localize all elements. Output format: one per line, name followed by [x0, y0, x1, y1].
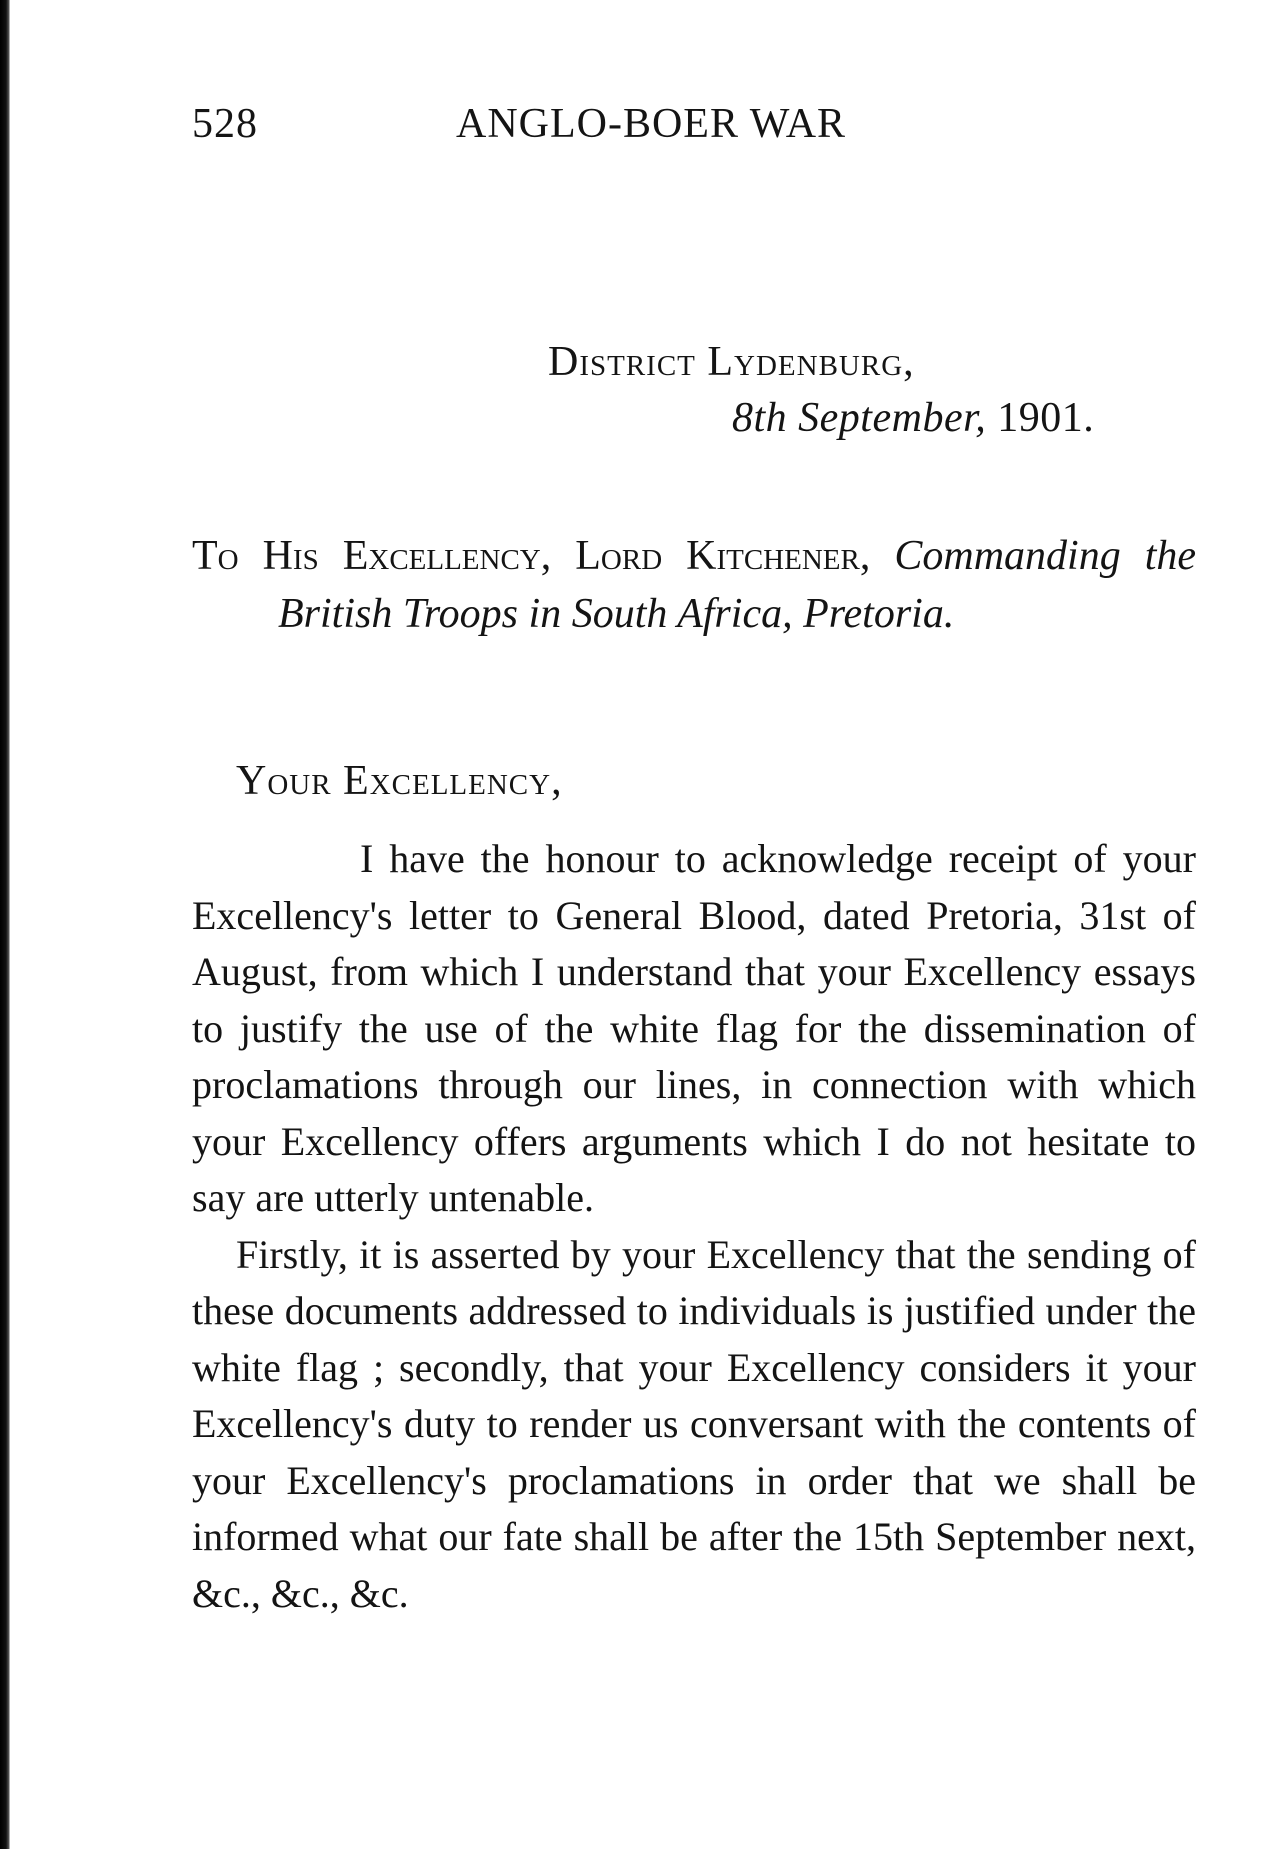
letter-date-year: 1901.: [997, 395, 1095, 441]
running-header: [192, 100, 1196, 160]
letter-body: [192, 831, 1196, 1622]
letter-address: [192, 527, 1196, 643]
book-page: [192, 0, 1196, 1849]
address-recipient: To His Excellency, Lord Kitchener,: [192, 533, 871, 579]
letter-salutation: Your Excellency,: [236, 758, 563, 804]
book-spine-edge: [0, 0, 10, 1849]
body-paragraph: I have the honour to acknowledge receipt of your Excellency's letter to General Blood, dated Pretoria, 31st of August, from which I understand that your Excellency essays to justify the use of the white flag for the dissemination of proclamations through our lines, in connection with which your Excellency offers arguments which I do not hesitate to say are utterly untenable.: [192, 836, 1196, 1220]
address-title: Commanding the British Troops in South Africa, Pretoria.: [278, 533, 1197, 637]
letter-date: [732, 394, 1094, 442]
letter-place: District Lydenburg,: [548, 339, 915, 385]
letter-date-day-month: 8th September,: [732, 395, 987, 441]
running-title: ANGLO-BOER WAR: [456, 101, 847, 147]
body-paragraph: Firstly, it is asserted by your Excellency that the sending of these documents addressed to individuals is justified under the white flag ; secondly, that your Excellency considers it your Excellency's duty to render us conversant with the contents of your Excellency's proclamations in order that we shall be informed what our fate shall be after the 15th September next, &c., &c., &c.: [192, 1231, 1196, 1616]
page-number: 528: [192, 101, 258, 147]
